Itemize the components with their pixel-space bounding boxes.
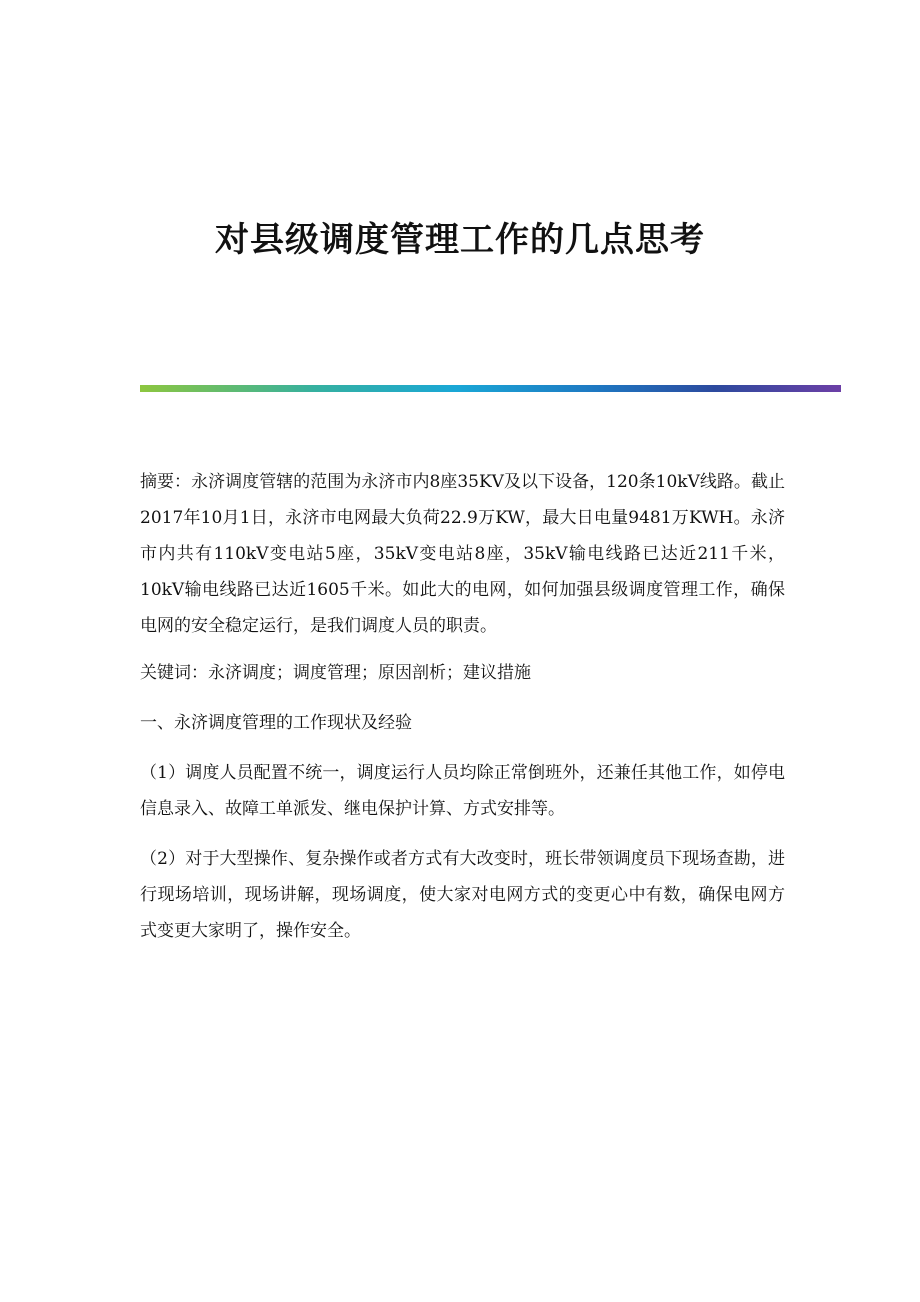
keywords-paragraph: 关键词：永济调度；调度管理；原因剖析；建议措施 <box>140 663 531 683</box>
section-heading: 一、永济调度管理的工作现状及经验 <box>140 713 412 733</box>
abstract-paragraph: 摘要：永济调度管辖的范围为永济市内8座35KV及以下设备，120条10kV线路。截止2017年10月1日，永济市电网最大负荷22.9万KW，最大日电量9481万KWH。永济市内共有110kV变电站5座，35kV变电站8座，35kV输电线路已达近211千米，10kV输电线路已达近1605千米。如此大的电网，如何加强县级调度管理工作，确保电网的安全稳定运行，是我们调度人员的职责。 <box>140 472 785 636</box>
title-divider <box>140 385 841 392</box>
list-item: （2）对于大型操作、复杂操作或者方式有大改变时，班长带领调度员下现场查勘，进行现场培训，现场讲解，现场调度，使大家对电网方式的变更心中有数，确保电网方式变更大家明了，操作安全。 <box>140 849 785 941</box>
page-title: 对县级调度管理工作的几点思考 <box>215 220 705 260</box>
list-item: （1）调度人员配置不统一，调度运行人员均除正常倒班外，还兼任其他工作，如停电信息录入、故障工单派发、继电保护计算、方式安排等。 <box>140 763 785 819</box>
document-body <box>140 464 785 949</box>
